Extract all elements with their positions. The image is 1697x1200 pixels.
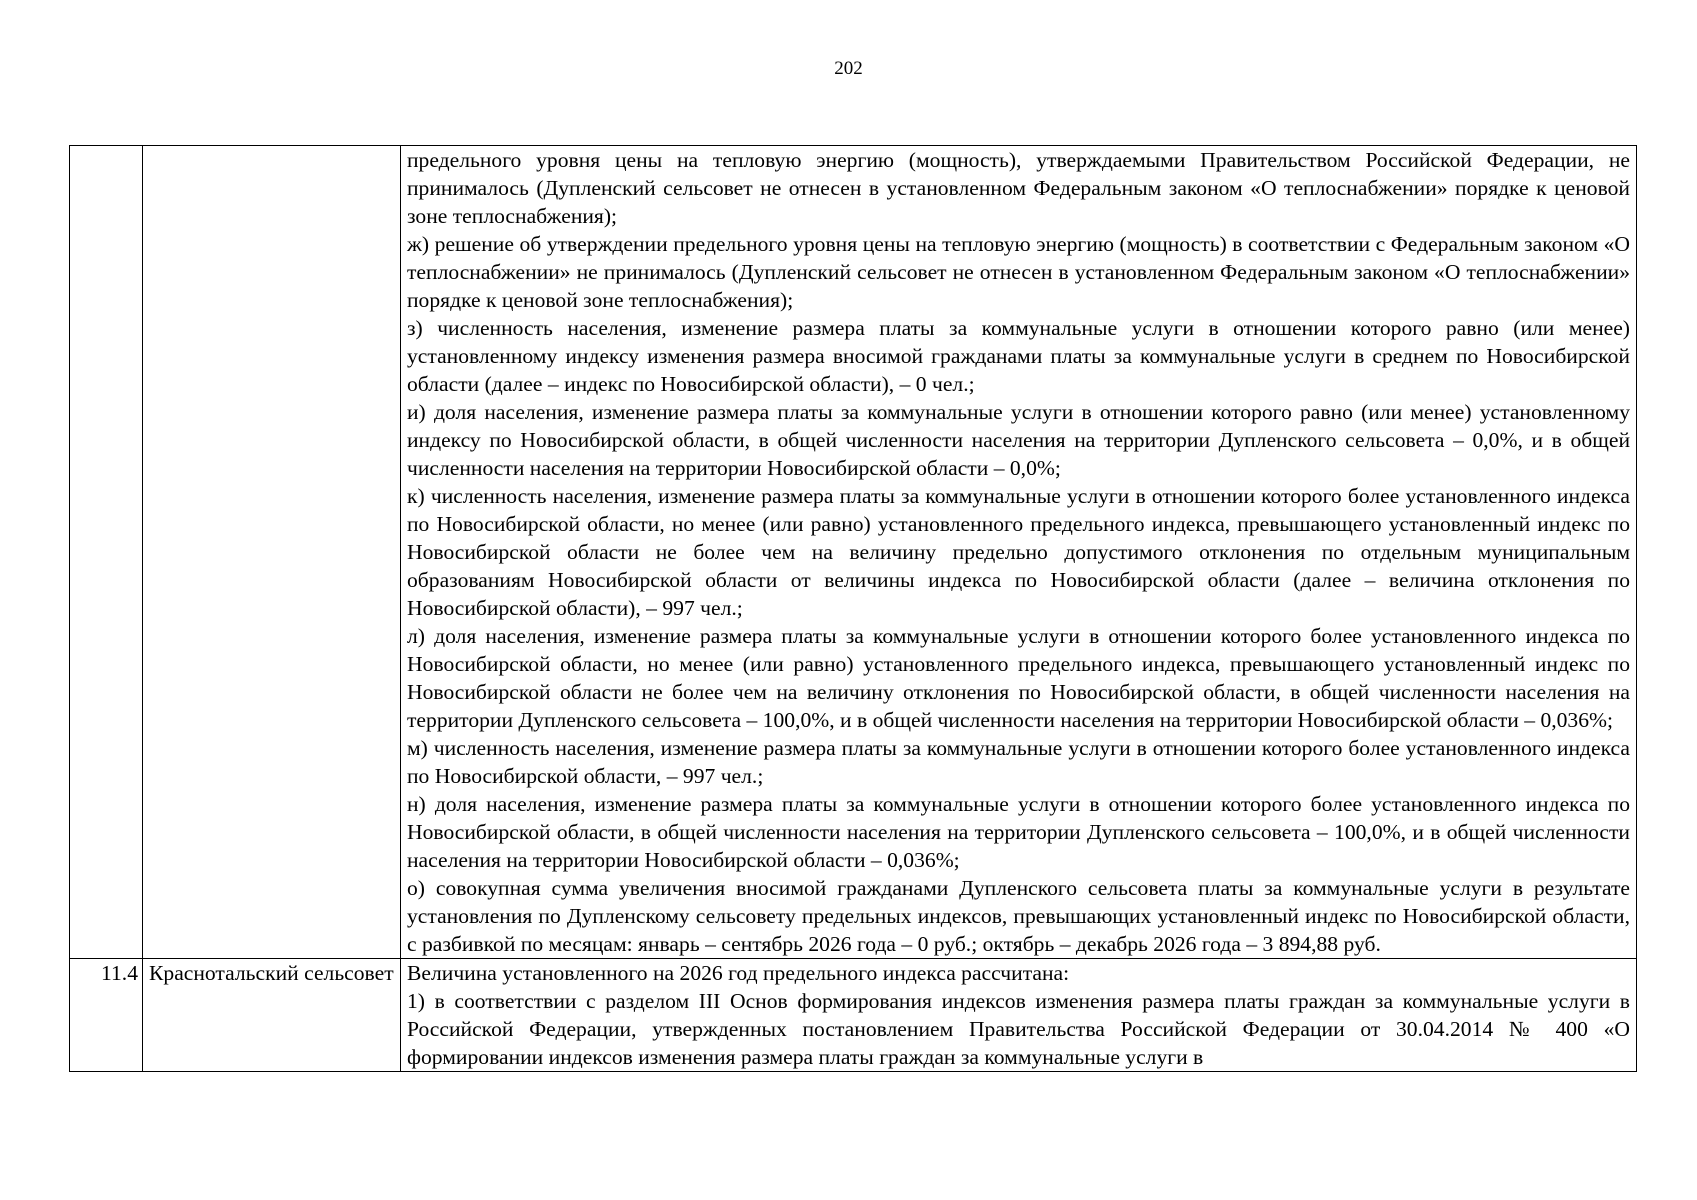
document-table <box>69 145 1637 1072</box>
paragraph-n: н) доля населения, изменение размера платы за коммунальные услуги в отношении которого более установленного индекса по Новосибирской области, в общей численности населения на территории Дупленского сельсовета – 100,0%, и в общей численности населения на территории Новосибирской области – 0,036%; <box>407 792 1630 872</box>
paragraph-m: м) численность населения, изменение размера платы за коммунальные услуги в отношении которого более установленного индекса по Новосибирской области, – 997 чел.; <box>407 736 1630 788</box>
page-number: 202 <box>834 58 863 79</box>
row-name-cell: Краснотальский сельсовет <box>143 959 401 1072</box>
table-row-continued <box>70 146 1637 959</box>
paragraph-i: и) доля населения, изменение размера платы за коммунальные услуги в отношении которого равно (или менее) установленному индексу по Новосибирской области, в общей численности населения на территории Дупленского сельсовета – 0,0%, и в общей численности населения на территории Новосибирской области – 0,0%; <box>407 400 1630 480</box>
paragraph-k: к) численность населения, изменение размера платы за коммунальные услуги в отношении которого более установленного индекса по Новосибирской области, но менее (или равно) установленного предельного индекса, превышающего установленный индекс по Новосибирской области не более чем на величину предельно допустимого отклонения по отдельным муниципальным образованиям Новосибирской области от величины индекса по Новосибирской области (далее – величина отклонения по Новосибирской области), – 997 чел.; <box>407 484 1630 620</box>
table-row-11-4 <box>70 959 1637 1072</box>
row-number-cell: 11.4 <box>70 959 143 1072</box>
row-text-cell <box>401 146 1637 959</box>
row-name-cell <box>143 146 401 959</box>
paragraph-intro: Величина установленного на 2026 год предельного индекса рассчитана: <box>407 961 1070 985</box>
paragraph-continuation: предельного уровня цены на тепловую энергию (мощность), утверждаемыми Правительством Российской Федерации, не принималось (Дупленский сельсовет не отнесен в установленном Федеральным законом «О теплоснабжении» порядке к ценовой зоне теплоснабжения); <box>407 148 1630 228</box>
paragraph-l: л) доля населения, изменение размера платы за коммунальные услуги в отношении которого более установленного индекса по Новосибирской области, но менее (или равно) установленного предельного индекса, превышающего установленный индекс по Новосибирской области не более чем на величину отклонения по Новосибирской области, в общей численности населения на территории Дупленского сельсовета – 100,0%, и в общей численности населения на территории Новосибирской области – 0,036%; <box>407 624 1630 732</box>
paragraph-z: з) численность населения, изменение размера платы за коммунальные услуги в отношении которого равно (или менее) установленному индексу изменения размера вносимой гражданами платы за коммунальные услуги в среднем по Новосибирской области (далее – индекс по Новосибирской области), – 0 чел.; <box>407 316 1630 396</box>
row-text-clip <box>407 959 1630 1071</box>
row-text-cell <box>401 959 1637 1072</box>
paragraph-o: о) совокупная сумма увеличения вносимой гражданами Дупленского сельсовета платы за коммунальные услуги в результате установления по Дупленскому сельсовету предельных индексов, превышающих установленный индекс по Новосибирской области, с разбивкой по месяцам: январь – сентябрь 2026 года – 0 руб.; октябрь – декабрь 2026 года – 3 894,88 руб. <box>407 876 1630 956</box>
paragraph-1: 1) в соответствии с разделом III Основ формирования индексов изменения размера платы граждан за коммунальные услуги в Российской Федерации, утвержденных постановлением Правительства Российской Федерации от 30.04.2014 № 400 «О формировании индексов изменения размера платы граждан за коммунальные услуги в <box>407 989 1630 1069</box>
paragraph-zh: ж) решение об утверждении предельного уровня цены на тепловую энергию (мощность) в соответствии с Федеральным законом «О теплоснабжении» не принималось (Дупленский сельсовет не отнесен в установленном Федеральным законом «О теплоснабжении» порядке к ценовой зоне теплоснабжения); <box>407 232 1630 312</box>
row-number-cell <box>70 146 143 959</box>
